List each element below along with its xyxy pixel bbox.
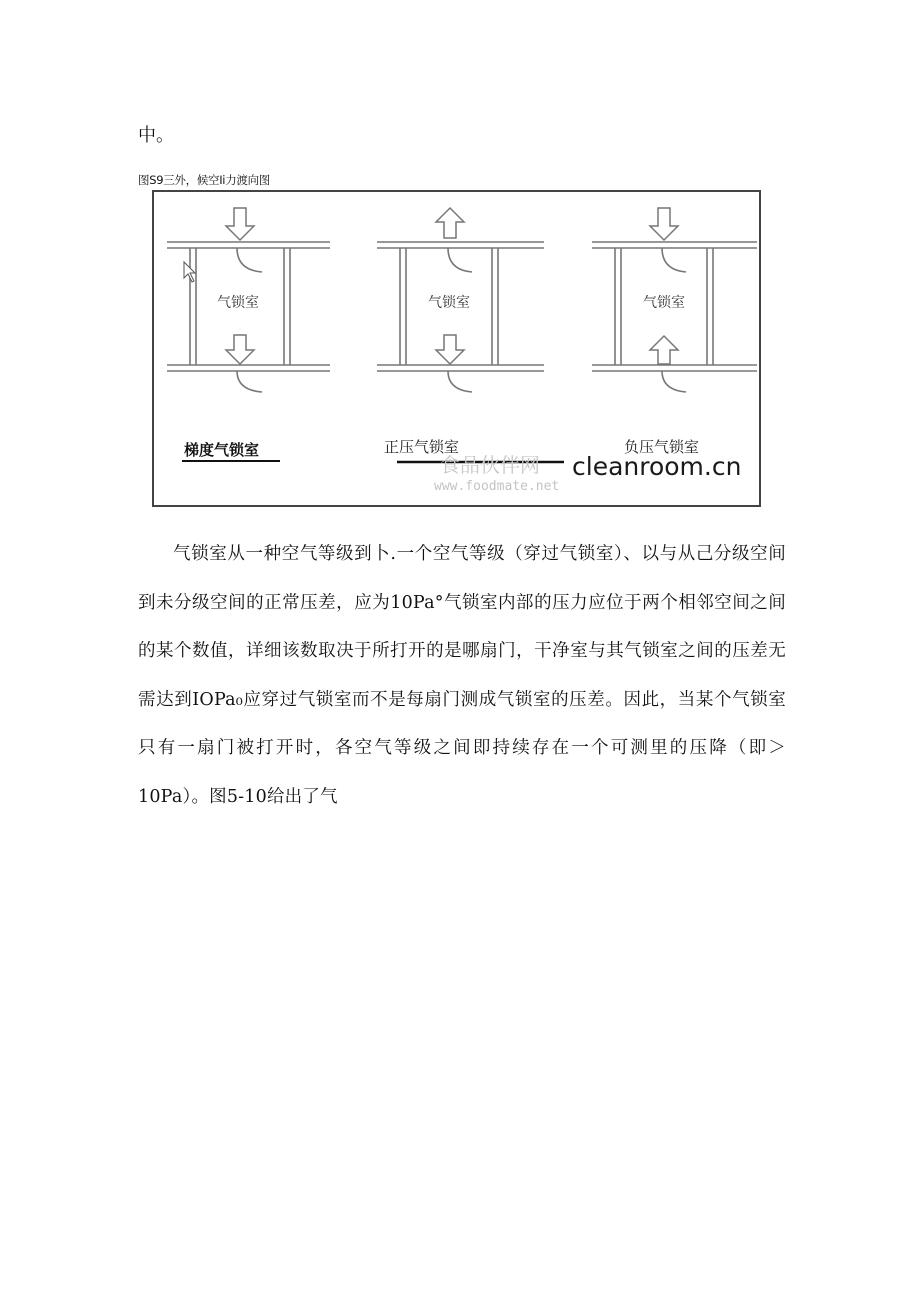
paragraph-line: 气锁室从一种空气等级到卜.一个空气等级（穿过气锁室）、以与从己分级空	[173, 544, 769, 564]
airlock-type-label: 正压气锁室	[384, 438, 460, 456]
paragraph-line: 个气锁室只有一扇门被打开时，各空气等级之间即持续存在一个可测里的压降	[138, 689, 786, 758]
paragraph-line: 压差无需达到IOPa₀应穿过气锁室而不是每扇门测成气锁室的压差。因此，当某	[138, 641, 786, 710]
body-paragraph	[138, 530, 786, 821]
paragraph-line: （即＞10Pa）。图5-10给出了气	[138, 738, 786, 807]
room-label: 气锁室	[428, 295, 470, 311]
paragraph-line: 之间的某个数值，详细该数取决于所打开的是哪扇门，干净室与其气锁室之间的	[138, 592, 786, 661]
airlock-type-label: 梯度气锁室	[184, 441, 260, 459]
room-label: 气锁室	[217, 295, 259, 311]
room-label: 气锁室	[643, 295, 685, 311]
airlock-figure	[152, 190, 762, 508]
airlock-type-label: 负压气锁室	[624, 438, 700, 456]
watermark-site-cn: 食品伙伴网	[440, 453, 540, 477]
text-fragment: 中。	[138, 125, 174, 146]
watermark-cleanroom: cleanroom.cn	[572, 452, 742, 481]
figure-caption: 图S9三外，候空Ii力渡向图	[138, 173, 271, 187]
paragraph-line: 间到未分级空间的正常压差，应为10Pa°气锁室内部的压力应位于两个相邻空间	[138, 544, 786, 613]
watermark-url: www.foodmate.net	[434, 479, 560, 494]
